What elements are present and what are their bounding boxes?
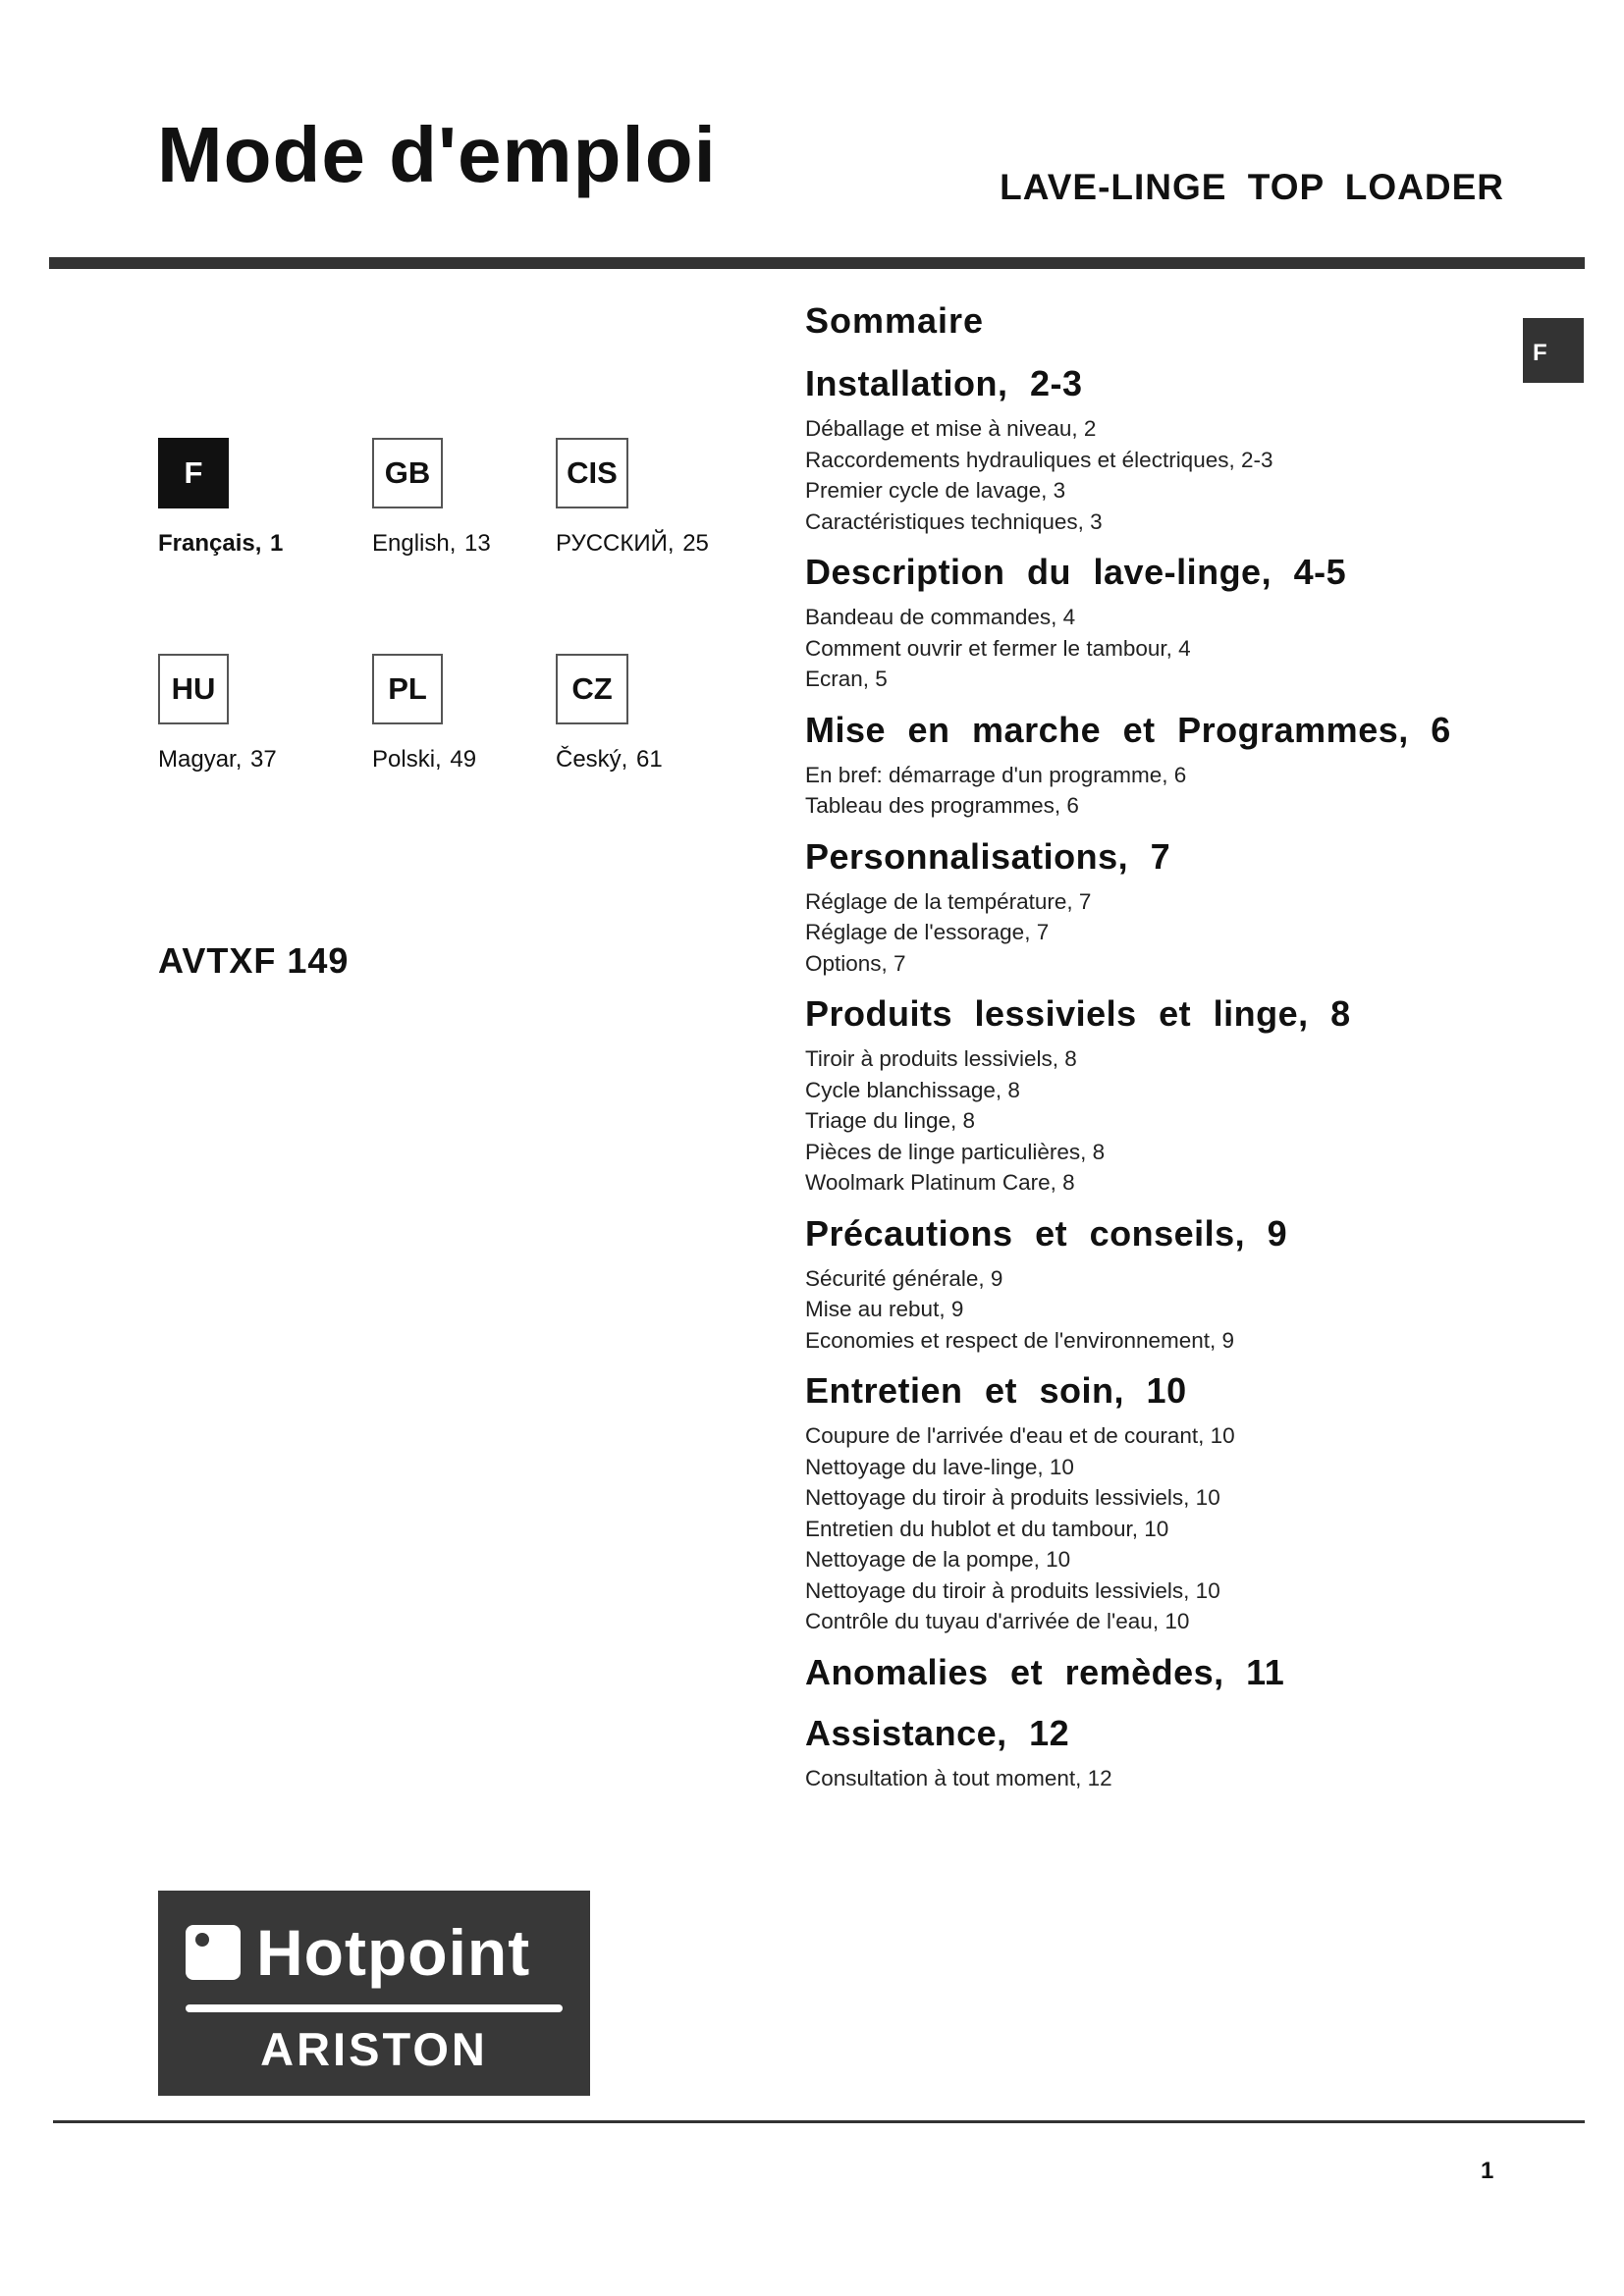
toc-item[interactable]: Tableau des programmes, 6 bbox=[805, 793, 1079, 818]
toc-heading: Sommaire bbox=[805, 300, 985, 341]
toc-item[interactable]: En bref: démarrage d'un programme, 6 bbox=[805, 762, 1187, 787]
toc-item[interactable]: Contrôle du tuyau d'arrivée de l'eau, 10 bbox=[805, 1609, 1190, 1633]
language-label: РУССКИЙ, 25 bbox=[556, 530, 709, 557]
logo-divider bbox=[186, 2004, 563, 2012]
language-label: Polski, 49 bbox=[372, 746, 477, 773]
language-code-box: PL bbox=[372, 654, 443, 724]
toc-item[interactable]: Caractéristiques techniques, 3 bbox=[805, 508, 1103, 534]
toc-item[interactable]: Woolmark Platinum Care, 8 bbox=[805, 1170, 1075, 1195]
product-type: LAVE-LINGE TOP LOADER bbox=[1000, 167, 1504, 207]
toc-section-title[interactable]: Anomalies et remèdes, 11 bbox=[805, 1651, 1285, 1692]
toc-section-title[interactable]: Installation, 2-3 bbox=[805, 363, 1083, 403]
toc-section-assistance bbox=[805, 1712, 1532, 1794]
top-divider bbox=[49, 257, 1585, 269]
toc-item[interactable]: Consultation à tout moment, 12 bbox=[805, 1765, 1112, 1790]
toc-item[interactable]: Options, 7 bbox=[805, 950, 906, 976]
language-code-box: CZ bbox=[556, 654, 628, 724]
model-number: AVTXF 149 bbox=[158, 940, 350, 981]
hotpoint-mark-icon bbox=[186, 1925, 241, 1980]
toc-item[interactable]: Sécurité générale, 9 bbox=[805, 1265, 1003, 1291]
toc-section-title[interactable]: Description du lave-linge, 4-5 bbox=[805, 552, 1347, 592]
language-code-box: HU bbox=[158, 654, 229, 724]
language-code-box: GB bbox=[372, 438, 443, 508]
toc-section-title[interactable]: Entretien et soin, 10 bbox=[805, 1370, 1187, 1411]
toc-item[interactable]: Premier cycle de lavage, 3 bbox=[805, 478, 1066, 503]
language-entry-cis[interactable] bbox=[556, 438, 772, 558]
toc-section-title[interactable]: Précautions et conseils, 9 bbox=[805, 1212, 1288, 1254]
toc-item[interactable]: Pièces de linge particulières, 8 bbox=[805, 1139, 1106, 1164]
language-entry-cz[interactable] bbox=[556, 654, 772, 774]
bottom-divider bbox=[53, 2120, 1585, 2123]
toc-item[interactable]: Nettoyage du tiroir à produits lessiviels, 10 bbox=[805, 1577, 1220, 1603]
toc-section-title[interactable]: Produits lessiviels et linge, 8 bbox=[805, 993, 1351, 1034]
toc-item[interactable]: Ecran, 5 bbox=[805, 667, 888, 691]
toc-section-title[interactable]: Personnalisations, 7 bbox=[805, 835, 1171, 877]
logo-sub-text: ARISTON bbox=[260, 2023, 488, 2075]
language-label: English, 13 bbox=[372, 530, 491, 557]
toc-section-title[interactable]: Assistance, 12 bbox=[805, 1712, 1070, 1753]
toc-item[interactable]: Nettoyage du lave-linge, 10 bbox=[805, 1454, 1074, 1479]
page-title: Mode d'emploi bbox=[157, 111, 717, 198]
toc-section-personnalisations bbox=[805, 835, 1532, 980]
toc-item[interactable]: Economies et respect de l'environnement, 9 bbox=[805, 1327, 1235, 1353]
brand-logo bbox=[158, 1891, 590, 2096]
toc-item[interactable]: Réglage de l'essorage, 7 bbox=[805, 920, 1050, 944]
toc-item[interactable]: Nettoyage de la pompe, 10 bbox=[805, 1547, 1071, 1572]
page-number: 1 bbox=[1481, 2158, 1494, 2184]
toc-item[interactable]: Comment ouvrir et fermer le tambour, 4 bbox=[805, 635, 1191, 661]
language-tab-marker: F bbox=[1523, 318, 1584, 383]
toc-item[interactable]: Nettoyage du tiroir à produits lessiviels, 10 bbox=[805, 1485, 1220, 1510]
toc-section-title[interactable]: Mise en marche et Programmes, 6 bbox=[805, 709, 1451, 750]
toc-item[interactable]: Mise au rebut, 9 bbox=[805, 1297, 964, 1321]
toc-item[interactable]: Cycle blanchissage, 8 bbox=[805, 1077, 1020, 1102]
language-code-box: F bbox=[158, 438, 229, 508]
toc-section-installation bbox=[805, 362, 1532, 537]
logo-brand-text: Hotpoint bbox=[256, 1916, 531, 1989]
language-label: Français, 1 bbox=[158, 530, 284, 557]
table-of-contents bbox=[805, 299, 1532, 1807]
toc-item[interactable]: Triage du linge, 8 bbox=[805, 1108, 976, 1133]
toc-item[interactable]: Raccordements hydrauliques et électriques, 2-3 bbox=[805, 447, 1273, 472]
toc-section-description bbox=[805, 551, 1532, 695]
toc-item[interactable]: Réglage de la température, 7 bbox=[805, 888, 1092, 914]
language-entry-fr[interactable] bbox=[158, 438, 374, 558]
toc-section-produits bbox=[805, 992, 1532, 1199]
toc-item[interactable]: Bandeau de commandes, 4 bbox=[805, 605, 1076, 629]
language-code-box: CIS bbox=[556, 438, 628, 508]
language-label: Český, 61 bbox=[556, 746, 663, 773]
toc-section-anomalies bbox=[805, 1651, 1532, 1694]
toc-section-entretien bbox=[805, 1369, 1532, 1637]
language-label: Magyar, 37 bbox=[158, 746, 277, 773]
language-entry-hu[interactable] bbox=[158, 654, 374, 774]
toc-section-precautions bbox=[805, 1212, 1532, 1357]
toc-item[interactable]: Entretien du hublot et du tambour, 10 bbox=[805, 1516, 1169, 1541]
toc-item[interactable]: Coupure de l'arrivée d'eau et de courant, 10 bbox=[805, 1423, 1235, 1448]
toc-item[interactable]: Tiroir à produits lessiviels, 8 bbox=[805, 1046, 1077, 1071]
toc-section-programmes bbox=[805, 709, 1532, 822]
toc-item[interactable]: Déballage et mise à niveau, 2 bbox=[805, 416, 1097, 441]
